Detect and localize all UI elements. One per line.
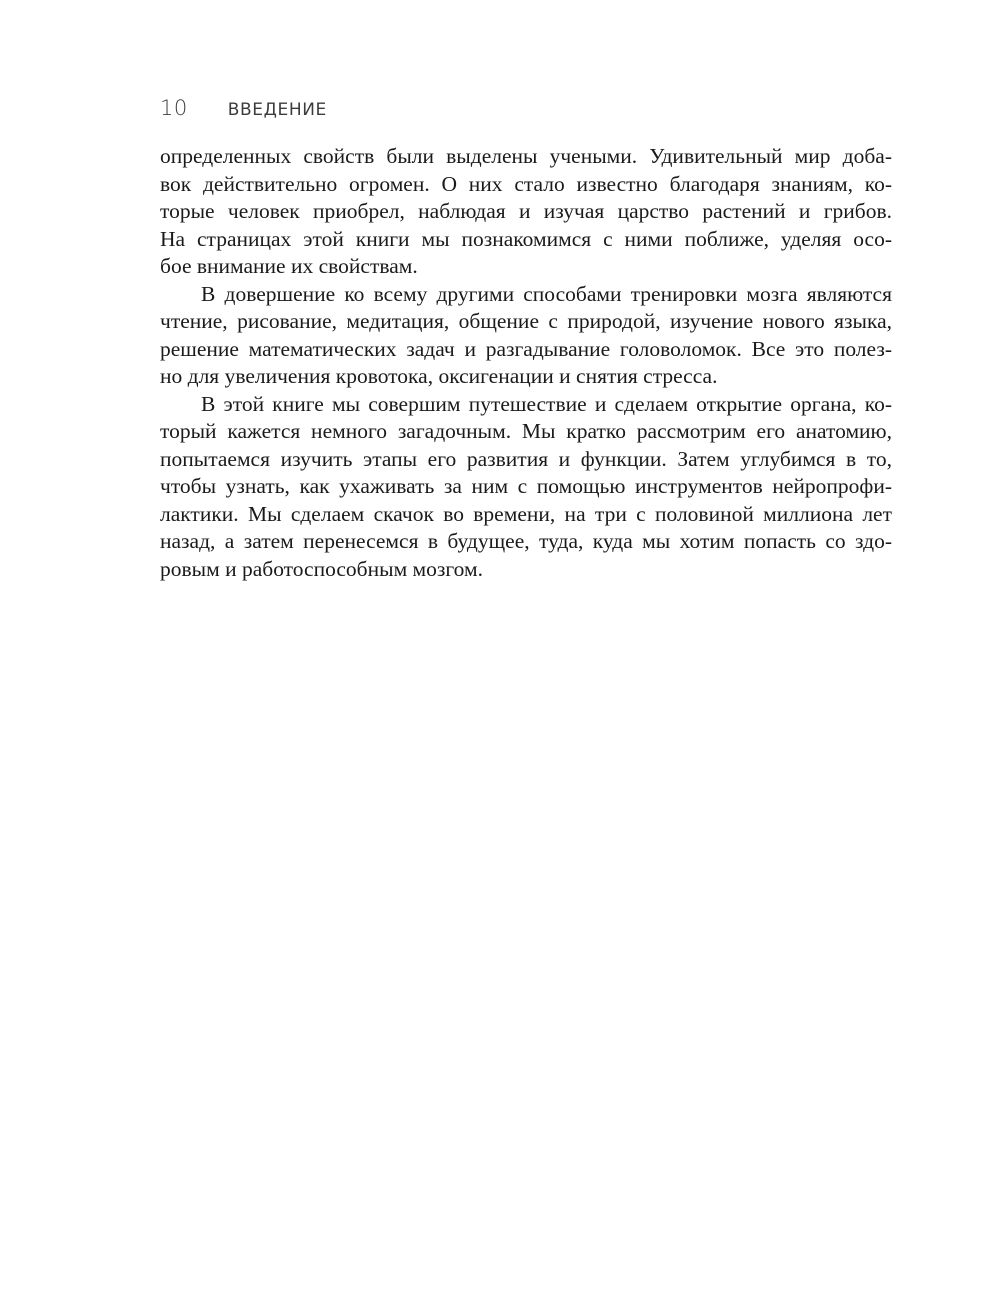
text-line: В довершение ко всему другими способами тренировки мозга являются [201,281,892,306]
body-text [160,143,892,583]
paragraph-2 [160,281,892,391]
running-head [160,96,327,124]
section-title: ВВЕДЕНИЕ [227,100,327,120]
text-line: На страницах этой книги мы познакомимся с ними поближе, уделяя осо- [160,226,892,251]
text-line: лактики. Мы сделаем скачок во времени, на три с половиной миллиона лет [160,501,892,526]
text-line: чтение, рисование, медитация, общение с природой, изучение нового языка, [160,309,892,333]
text-line: ровым и работоспособным мозгом. [160,556,484,581]
text-line: определенных свойств были выделены учеными. Удивительный мир доба- [160,144,892,168]
text-line: чтобы узнать, как ухаживать за ним с помощью инструментов нейропрофи- [160,474,892,498]
text-line: попытаемся изучить этапы его развития и функции. Затем углубимся в то, [160,446,892,471]
paragraph-1 [160,143,892,281]
text-line: торый кажется немного загадочным. Мы кратко рассмотрим его анатомию, [160,419,892,443]
text-line: но для увеличения кровотока, оксигенации и снятия стресса. [160,364,718,388]
text-line: торые человек приобрел, наблюдая и изучая царство растений и грибов. [160,199,892,223]
text-line: бое внимание их свойствам. [160,254,418,278]
text-line: назад, а затем перенесемся в будущее, туда, куда мы хотим попасть со здо- [160,529,892,553]
paragraph-3 [160,391,892,584]
page-number: 10 [160,96,188,120]
text-line: В этой книге мы совершим путешествие и сделаем открытие органа, ко- [201,391,892,416]
text-line: вок действительно огромен. О них стало известно благодаря знаниям, ко- [160,171,892,196]
text-line: решение математических задач и разгадывание головоломок. Все это полез- [160,336,892,361]
